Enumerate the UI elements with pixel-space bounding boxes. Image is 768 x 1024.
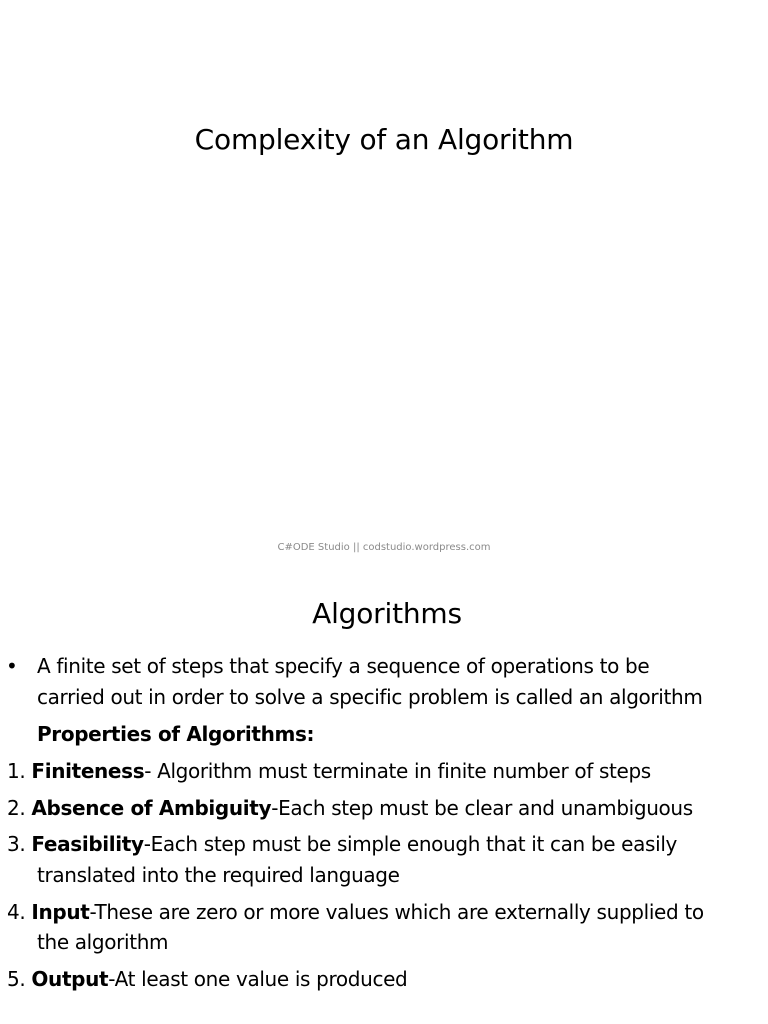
property-term: Input: [31, 900, 90, 924]
property-item: [0, 829, 768, 859]
property-description: -These are zero or more values which are externally supplied to: [89, 900, 704, 924]
property-number: 3.: [7, 832, 26, 856]
property-term: Output: [31, 967, 109, 991]
property-item: [0, 897, 768, 927]
property-number: 5.: [7, 967, 26, 991]
slide-title: Complexity of an Algorithm: [194, 123, 574, 156]
property-item: [0, 793, 768, 823]
property-description: -At least one value is produced: [108, 967, 408, 991]
property-term: Feasibility: [31, 832, 144, 856]
property-term: Finiteness: [31, 759, 145, 783]
property-item: [0, 964, 768, 994]
properties-heading: Properties of Algorithms:: [37, 722, 315, 746]
slide-footer: C#ODE Studio || codstudio.wordpress.com: [277, 542, 491, 553]
bullet-text-line: A finite set of steps that specify a sequence of operations to be: [37, 654, 650, 678]
property-description: - Algorithm must terminate in finite number of steps: [144, 759, 651, 783]
property-description: -Each step must be simple enough that it can be easily: [143, 832, 678, 856]
property-number: 1.: [7, 759, 26, 783]
bullet-item: [0, 651, 768, 681]
bullet-text-line: carried out in order to solve a specific problem is called an algorithm: [37, 685, 703, 709]
algorithms-slide: [0, 576, 768, 1024]
slide-title: Algorithms: [312, 597, 462, 630]
property-description: -Each step must be clear and unambiguous: [271, 796, 693, 820]
property-number: 2.: [7, 796, 26, 820]
property-item: [0, 756, 768, 786]
bullet-marker: •: [6, 654, 18, 678]
property-continuation: the algorithm: [37, 930, 169, 954]
property-number: 4.: [7, 900, 26, 924]
property-continuation: translated into the required language: [37, 863, 400, 887]
property-term: Absence of Ambiguity: [31, 796, 272, 820]
